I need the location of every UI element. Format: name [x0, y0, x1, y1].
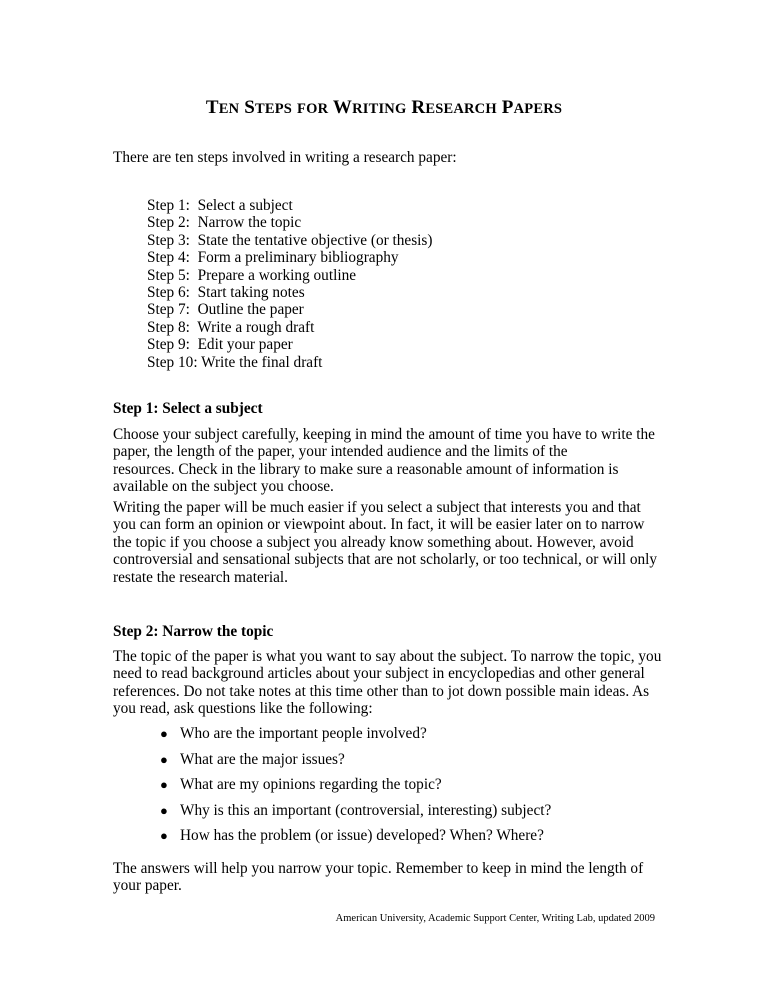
title-cap: R — [411, 97, 426, 118]
title-cap: S — [244, 97, 255, 118]
paragraph-line: Choose your subject carefully, keeping in mind the amount of time you have to write the — [113, 426, 655, 443]
paragraph-line: The topic of the paper is what you want to say about the subject. To narrow the topic, you — [113, 648, 662, 665]
list-item-text: What are my opinions regarding the topic? — [180, 776, 442, 793]
section-heading-step-2: Step 2: Narrow the topic — [113, 623, 274, 640]
title-rest: APERS — [513, 101, 563, 117]
list-item-text: Why is this an important (controversial, interesting) subject? — [180, 801, 552, 819]
step-text: Write the final draft — [201, 353, 323, 371]
paragraph — [113, 648, 673, 718]
step-item — [147, 249, 432, 266]
step-item — [147, 284, 432, 301]
step-label: Step 1: — [147, 197, 190, 214]
step-item — [147, 319, 432, 336]
step-label: Step 9: — [147, 336, 190, 354]
step-text: Narrow the topic — [197, 214, 302, 232]
page-title — [0, 97, 768, 119]
step-item — [147, 214, 432, 231]
step-item — [147, 301, 432, 318]
title-cap: T — [205, 97, 219, 118]
step-label: Step 6: — [147, 284, 190, 302]
step-item — [147, 197, 432, 214]
step-text: Select a subject — [197, 197, 293, 214]
title-rest: FOR — [297, 101, 329, 117]
section-heading-step-1: Step 1: Select a subject — [113, 400, 263, 417]
paragraph-line: resources. Check in the library to make sure a reasonable amount of information is — [113, 460, 619, 478]
step-label: Step 8: — [147, 318, 190, 336]
step-item — [147, 354, 432, 371]
bullet-icon: ● — [160, 828, 168, 843]
paragraph-line: paper, the length of the paper, your intended audience and the limits of the — [113, 443, 568, 461]
step-label: Step 3: — [147, 231, 190, 249]
bullet-icon: ● — [160, 751, 168, 767]
paragraph-line: restate the research material. — [113, 568, 288, 586]
page-footer: American University, Academic Support Center, Writing Lab, updated 2009 — [335, 913, 655, 924]
step-item — [147, 232, 432, 249]
step-text: Form a preliminary bibliography — [197, 249, 399, 267]
paragraph-line: controversial and sensational subjects that are not scholarly, or too technical, or will only — [113, 551, 658, 569]
paragraph-line: need to read background articles about your subject in encyclopedias and other general — [113, 665, 645, 683]
step-text: Outline the paper — [197, 301, 304, 319]
list-item-text: Who are the important people involved? — [180, 725, 427, 742]
paragraph — [113, 426, 673, 496]
step-text: Write a rough draft — [197, 318, 315, 336]
step-label: Step 4: — [147, 249, 190, 267]
paragraph-line: Writing the paper will be much easier if you select a subject that interests you and that — [113, 499, 641, 516]
step-item — [147, 336, 432, 353]
step-text: Start taking notes — [197, 284, 305, 302]
step-text: State the tentative objective (or thesis) — [197, 231, 433, 249]
title-rest: EN — [218, 101, 240, 117]
title-rest: RITING — [352, 101, 407, 117]
paragraph-line: available on the subject you choose. — [113, 478, 334, 496]
step-label: Step 10: — [147, 353, 198, 371]
list-item-text: How has the problem (or issue) developed? When? Where? — [180, 827, 544, 844]
title-cap: P — [501, 97, 514, 118]
step-label: Step 2: — [147, 214, 190, 232]
bullet-icon: ● — [160, 802, 168, 818]
bullet-icon: ● — [160, 777, 168, 792]
paragraph — [113, 499, 673, 586]
list-item-text: What are the major issues? — [180, 750, 345, 768]
closing-paragraph — [113, 860, 673, 895]
paragraph-line: references. Do not take notes at this time other than to jot down possible main ideas. As — [113, 682, 650, 700]
title-rest: TEPS — [255, 101, 293, 117]
intro-text: There are ten steps involved in writing a research paper: — [113, 149, 457, 166]
step-text: Prepare a working outline — [197, 266, 357, 284]
step-label: Step 7: — [147, 301, 190, 319]
paragraph-line: The answers will help you narrow your topic. Remember to keep in mind the length of — [113, 860, 644, 877]
paragraph-line: you read, ask questions like the following: — [113, 700, 373, 718]
paragraph-line: the topic if you choose a subject you already know something about. However, avoid — [113, 533, 634, 551]
step-item — [147, 267, 432, 284]
paragraph-line: your paper. — [113, 877, 182, 895]
title-rest: ESEARCH — [425, 101, 497, 117]
step-label: Step 5: — [147, 266, 190, 284]
title-cap: W — [332, 97, 353, 118]
step-text: Edit your paper — [197, 336, 293, 354]
paragraph-line: you can form an opinion or viewpoint about. In fact, it will be easier later on to narrow — [113, 516, 645, 534]
bullet-icon: ● — [160, 726, 168, 741]
steps-list — [147, 197, 432, 371]
